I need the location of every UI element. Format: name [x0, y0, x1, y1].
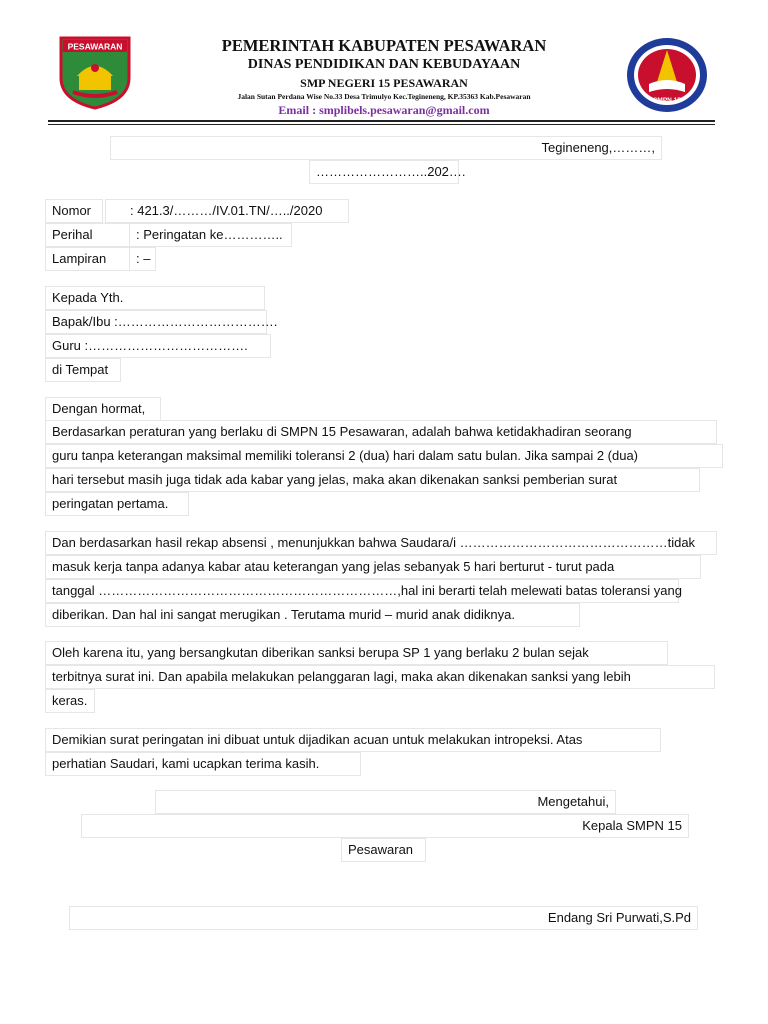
paragraph-3-line-2: terbitnya surat ini. Dan apabila melakukan pelanggaran lagi, maka akan dikenakan sanksi yang lebih: [45, 665, 715, 689]
bapak-ibu-line: Bapak/Ibu :……………………………….: [45, 310, 267, 334]
kop-line2: DINAS PENDIDIKAN DAN KEBUDAYAAN: [247, 57, 521, 72]
kop-line1: PEMERINTAH KABUPATEN PESAWARAN: [221, 36, 547, 55]
paragraph-1-line-3: hari tersebut masih juga tidak ada kabar yang jelas, maka akan dikenakan sanksi pemberian surat: [45, 468, 700, 492]
paragraph-2-line-1: Dan berdasarkan hasil rekap absensi , menunjukkan bahwa Saudara/i …………………………………………tidak: [45, 531, 717, 555]
perihal-label: Perihal: [45, 223, 131, 247]
paragraph-1-line-2: guru tanpa keterangan maksimal memiliki toleransi 2 (dua) hari dalam satu bulan. Jika sampai 2 (dua): [45, 444, 723, 468]
paragraph-2-line-4: diberikan. Dan hal ini sangat merugikan . Terutama murid – murid anak didiknya.: [45, 603, 580, 627]
paragraph-4-line-1: Demikian surat peringatan ini dibuat untuk dijadikan acuan untuk melakukan intropeksi. Atas: [45, 728, 661, 752]
perihal-value: : Peringatan ke…………..: [129, 223, 292, 247]
school-logo: [625, 36, 709, 114]
paragraph-1-line-1: Berdasarkan peraturan yang berlaku di SMPN 15 Pesawaran, adalah bahwa ketidakhadiran seorang: [45, 420, 717, 444]
di-tempat: di Tempat: [45, 358, 121, 382]
lampiran-value: : –: [129, 247, 156, 271]
header-rule-thin: [48, 124, 715, 125]
greeting: Dengan hormat,: [45, 397, 161, 421]
guru-line: Guru :……………………………….: [45, 334, 271, 358]
paragraph-2-line-2: masuk kerja tanpa adanya kabar atau keterangan yang jelas sebanyak 5 hari berturut - turut pada: [45, 555, 701, 579]
paragraph-2-line-3: tanggal ……………………………………………………………,hal ini berarti telah melewati batas toleransi yang: [45, 579, 679, 603]
mengetahui: Mengetahui,: [155, 790, 616, 814]
paragraph-4-line-2: perhatian Saudari, kami ucapkan terima kasih.: [45, 752, 361, 776]
header-rule-thick: [48, 120, 715, 122]
paragraph-1-line-4: peringatan pertama.: [45, 492, 189, 516]
place-line: Tegineneng,………,: [110, 136, 662, 160]
logo-left-label: PESAWARAN: [67, 41, 123, 52]
paragraph-3-line-3: keras.: [45, 689, 95, 713]
kop-line3: SMP NEGERI 15 PESAWARAN: [300, 76, 468, 90]
nomor-value: : 421.3/………/IV.01.TN/…../2020: [105, 199, 349, 223]
kepala-sekolah-title: Kepala SMPN 15: [81, 814, 689, 838]
lampiran-label: Lampiran: [45, 247, 131, 271]
kop-email: Email : smplibels.pesawaran@gmail.com: [278, 103, 490, 117]
kop-address: Jalan Sutan Perdana Wise No.33 Desa Trimulyo Kec.Tegineneng, KP.35363 Kab.Pesawaran: [237, 92, 531, 101]
signatory-name: Endang Sri Purwati,S.Pd: [69, 906, 698, 930]
logo-right-label: SMPN 15: [653, 97, 681, 104]
paragraph-3-line-1: Oleh karena itu, yang bersangkutan diberikan sanksi berupa SP 1 yang berlaku 2 bulan sejak: [45, 641, 668, 665]
nomor-label: Nomor: [45, 199, 103, 223]
kepada-yth: Kepada Yth.: [45, 286, 265, 310]
date-line: ……………………..202….: [309, 160, 459, 184]
signature-place: Pesawaran: [341, 838, 426, 862]
